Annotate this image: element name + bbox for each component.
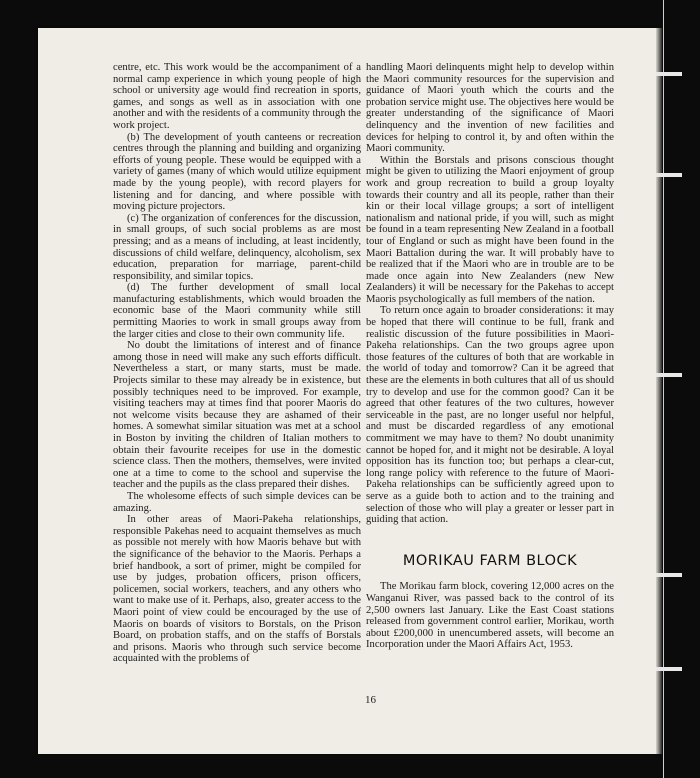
paragraph: No doubt the limitations of interest and of finance among those in need will make any such efforts difficult. Nevertheless a start, or many starts, must be made. Projects similar to these may already be in existence, but possibly techniques need to be improved. For example, visiting teachers may at times find that poorer Maoris do not welcome visits because they are ashamed of their homes. A somewhat similar situation was met at a school in Boston by inviting the children of Italian mothers to obtain their favourite receipes for use in the domestic science class. Then the mothers, themselves, were invited one at a time to come to the school and supervise the teacher and the pupils as the class prepared their dishes. (113, 340, 361, 491)
paragraph: (b) The development of youth canteens or recreation centres through the planning and building and organizing efforts of young people. These would be equipped with a variety of games (many of which would utilize equipment made by the young people), with record players for listening and for dancing, and where possible with moving picture projectors. (113, 131, 361, 213)
paragraph: Within the Borstals and prisons conscious thought might be given to utilizing the Maori enjoyment of group work and group recreation to build a group loyalty towards their country and all its people, rather than their kin or their local village groups; a sort of intelligent nationalism and national pride, if you will, such as might be found in a team representing New Zealand in a football tour of England or such as might have been found in the Maori Battalion during the war. It will probably have to be realized that if the Maori who are in trouble are to be made once again into New Zealanders (new New Zealanders) it will be necessary for the Pakehas to accept Maoris psychologically as full members of the nation. (366, 154, 614, 305)
section-title: MORIKAU FARM BLOCK (402, 552, 578, 569)
paragraph: (d) The further development of small local manufacturing establishments, which would broaden the economic base of the Maori community while still permitting Maories to work in small groups away from the larger cities and close to their own community life. (113, 282, 361, 340)
page-number: 16 (365, 694, 376, 706)
page-edge (656, 28, 662, 754)
paragraph: handling Maori delinquents might help to develop within the Maori community resources for the supervision and guidance of Maori youth which the courts and the probation service might use. The objectives here would be greater understanding of the significance of Maori delinquency and the invention of new facilities and devices for helping to control it, by and often within the Maori community. (366, 62, 614, 155)
margin-mark (656, 573, 682, 577)
margin-mark (656, 667, 682, 671)
margin-mark (656, 373, 682, 377)
binding-line (663, 0, 664, 778)
margin-mark (656, 173, 682, 177)
margin-mark (656, 72, 682, 76)
section-paragraph: The Morikau farm block, covering 12,000 acres on the Wanganui River, was passed back to the control of its 2,500 owners last January. Like the East Coast stations released from government control earlier, Morikau, worth about £200,000 in unencumbered assets, will become an Incorporation under the Maori Affairs Act, 1953. (366, 581, 614, 651)
right-column (366, 62, 614, 651)
paragraph: (c) The organization of conferences for the discussion, in small groups, of such social problems as are most pressing; and as a means of including, at least incidently, discussions of child welfare, delinquency, alcoholism, sex education, preparation for marriage, parent-child responsibility, and similar topics. (113, 212, 361, 282)
paragraph: To return once again to broader considerations: it may be hoped that there will continue to be full, frank and realistic discussion of the future possibilities in Maori-Pakeha relationships. Can the two groups agree upon those features of the cultures of both that are workable in the world of today and tomorrow? Can it be agreed that these are the elements in both cultures that all of us should try to develop and use for the common good? Can it be agreed that other features of the two cultures, however serviceable in the past, are no longer useful nor helpful, and must be discarded regardless of any emotional commitment we may have to them? No doubt unanimity cannot be hoped for, and it might not be desirable. A loyal opposition has its function too; but perhaps a clear-cut, long range policy with reference to the future of Maori-Pakeha relationships can be sufficiently agreed upon to serve as a guide both to action and to the training and selection of those who will play a greater or lesser part in guiding that action. (366, 305, 615, 526)
left-column (113, 62, 361, 665)
paragraph: centre, etc. This work would be the accompaniment of a normal camp experience in which young people of high school or university age would find recreation in sports, games, and songs as well as in association with one another and with the residents of a community through the work project. (113, 62, 362, 131)
paragraph: The wholesome effects of such simple devices can be amazing. (113, 490, 361, 514)
paragraph: In other areas of Maori-Pakeha relationships, responsible Pakehas need to acquaint themselves as much as possible not merely with how Maoris behave but with the significance of the behavior to the Maoris. Perhaps a brief handbook, a sort of primer, might be compiled for use by judges, probation officers, prison officers, policemen, social workers, teachers, and any others who want to make use of it. Perhaps, also, greater access to the Maori point of view could be encouraged by the use of Maoris on boards of visitors to Borstals, on the Prison Board, on probation staffs, and on the staffs of Borstals and prisons. Maoris who through such service become acquainted with the problems of (113, 514, 361, 665)
